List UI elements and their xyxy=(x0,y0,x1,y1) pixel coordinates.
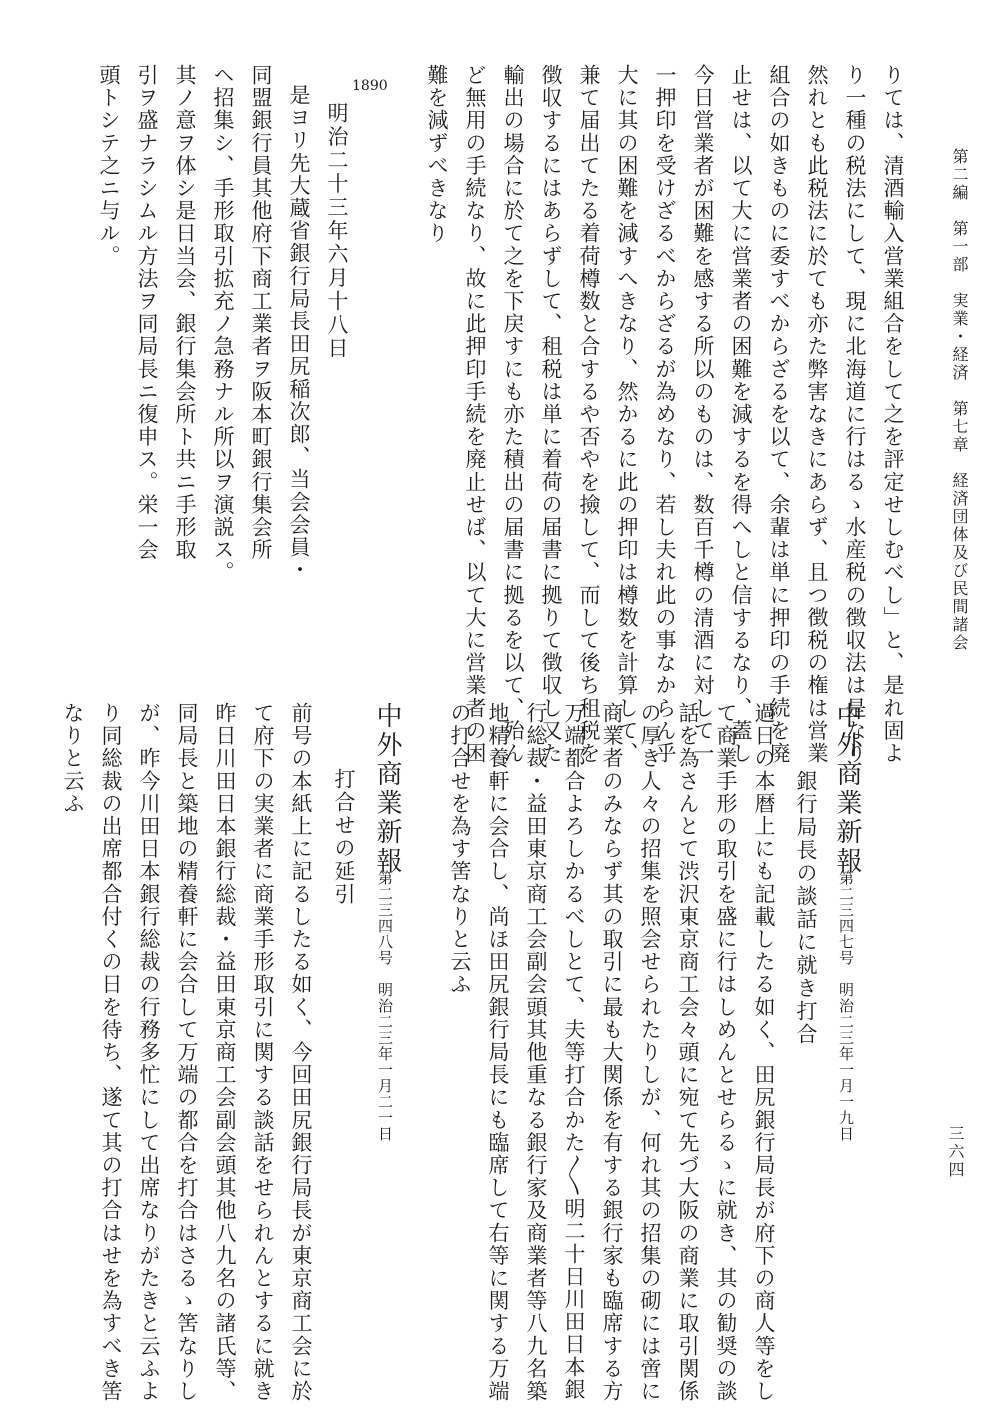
text-line: が、昨今川田日本銀行総裁の行務多忙にして出席なりがたきと云ふよ xyxy=(137,702,161,1403)
article-headline: 打合せの延引 xyxy=(332,768,356,906)
text-line: 其ノ意ヲ体シ是日当会、銀行集会所ト共ニ手形取 xyxy=(173,64,197,562)
newspaper-name: 中外商業新報 xyxy=(372,702,402,876)
text-line: 地精養軒に会合し、尚ほ田尻銀行局長にも臨席して右等に関する万端 xyxy=(486,702,510,1403)
issue-info: 第二三四七号 明治二三年一月一九日 xyxy=(837,870,855,1142)
text-line: 頭トシテ之ニ与ル。 xyxy=(97,64,121,268)
text-line: 兼て届出てたる着荷樽数と合するや否やを撿して、而して後ち租税を xyxy=(577,64,601,765)
text-line: 然れとも此税法に於ても亦た弊害なきにあらず、且つ徴税の権は営業 xyxy=(805,64,829,765)
text-line: 昨日川田日本銀行総裁・益田東京商工会副会頭其他八九名の諸氏等、 xyxy=(213,702,237,1403)
text-line: 大に其の困難を減すへきなり、然かるに此の押印は樽数を計算して、 xyxy=(615,64,639,765)
text-line: なりと云ふ xyxy=(61,702,85,815)
text-line: て商業手形の取引を盛に行はしめんとせらるゝに就き、其の勧奨の談 xyxy=(714,702,738,1403)
year-annotation: 1890 xyxy=(352,78,388,94)
text-line: 是ヨリ先大蔵省銀行局長田尻稲次郎、当会会員・ xyxy=(287,84,311,582)
running-head: 第二編 第一部 実業・経済 第七章 経済団体及び民間諸会 xyxy=(950,148,969,652)
text-line: 万端都合よろしかるべしとて、夫等打合かた〳〵明二十日川田日本銀 xyxy=(562,702,586,1401)
text-line: ど無用の手続なり、故に此押印手続を廃止せば、以て大に営業者の困 xyxy=(463,64,487,765)
text-line: 引ヲ盛ナラシムル方法ヲ同局長ニ復申ス。栄一会 xyxy=(135,64,159,562)
text-line: 止せは、以て大に営業者の困難を減するを得へしと信するなり、蓋し xyxy=(729,64,753,765)
entry-date: 明治二十三年六月十八日 xyxy=(325,102,349,361)
text-line: 一押印を受けざるべからざるが為めなり、若し夫れ此の事なからん乎 xyxy=(653,64,677,765)
text-line: り同総裁の出席都合付くの日を待ち、遂て其の打合はせを為すべき筈 xyxy=(99,702,123,1403)
text-line: 話を為さんとて渋沢東京商工会々頭に宛て先づ大阪の商業に取引関係 xyxy=(676,702,700,1403)
text-line: りては、清酒輸入営業組合をして之を評定せしむべし」と、是れ固よ xyxy=(881,64,905,765)
text-line: 難を減ずべきなり xyxy=(425,64,449,245)
text-line: 今日営業者が困難を感する所以のものは、数百千樽の清酒に対して一 xyxy=(691,64,715,765)
text-line: 前号の本紙上に記るしたる如く、今回田尻銀行局長が東京商工会に於 xyxy=(289,702,313,1403)
text-line: 商業者のみならず其の取引に最も大関係を有する銀行家も臨席する方 xyxy=(600,702,624,1403)
text-line: り一種の税法にして、現に北海道に行はるゝ水産税の徴収法は是なり xyxy=(843,64,867,765)
text-line: 同盟銀行員其他府下商工業者ヲ阪本町銀行集会所 xyxy=(249,64,273,562)
text-line: 組合の如きものに委すべからざるを以て、余輩は単に押印の手続を廃 xyxy=(767,64,791,765)
text-line: 行総裁・益田東京商工会副会頭其他重なる銀行家及商業者等八九名築 xyxy=(524,702,548,1403)
text-line: て府下の実業者に商業手形取引に関する談話をせられんとするに就き xyxy=(251,702,275,1403)
text-line: 輸出の場合に於て之を下戻すにも亦た積出の届書に拠るを以て、殆ん xyxy=(501,64,525,765)
text-line: ヘ招集シ、手形取引拡充ノ急務ナル所以ヲ演説ス。 xyxy=(211,64,235,584)
text-line: 過日の本暦上にも記載したる如く、田尻銀行局長が府下の商人等をし xyxy=(752,702,776,1403)
text-line: 徴収するにはあらずして、租税は単に着荷の届書に拠りて徴収し又た xyxy=(539,64,563,765)
text-line: の厚き人々の招集を照会せられたりしが、何れ其の招集の砌には啻に xyxy=(638,702,662,1403)
article-headline: 銀行局長の談話に就き打合 xyxy=(794,770,818,1046)
page-number: 三六四 xyxy=(946,1125,965,1179)
text-line: の打合せを為す筈なりと云ふ xyxy=(448,702,472,996)
text-line: 同局長と築地の精養軒に会合して万端の都合を打合はさるゝ筈なりし xyxy=(175,702,199,1403)
issue-info: 第二三四八号 明治二三年一月二一日 xyxy=(376,870,394,1142)
newspaper-name: 中外商業新報 xyxy=(832,702,862,876)
